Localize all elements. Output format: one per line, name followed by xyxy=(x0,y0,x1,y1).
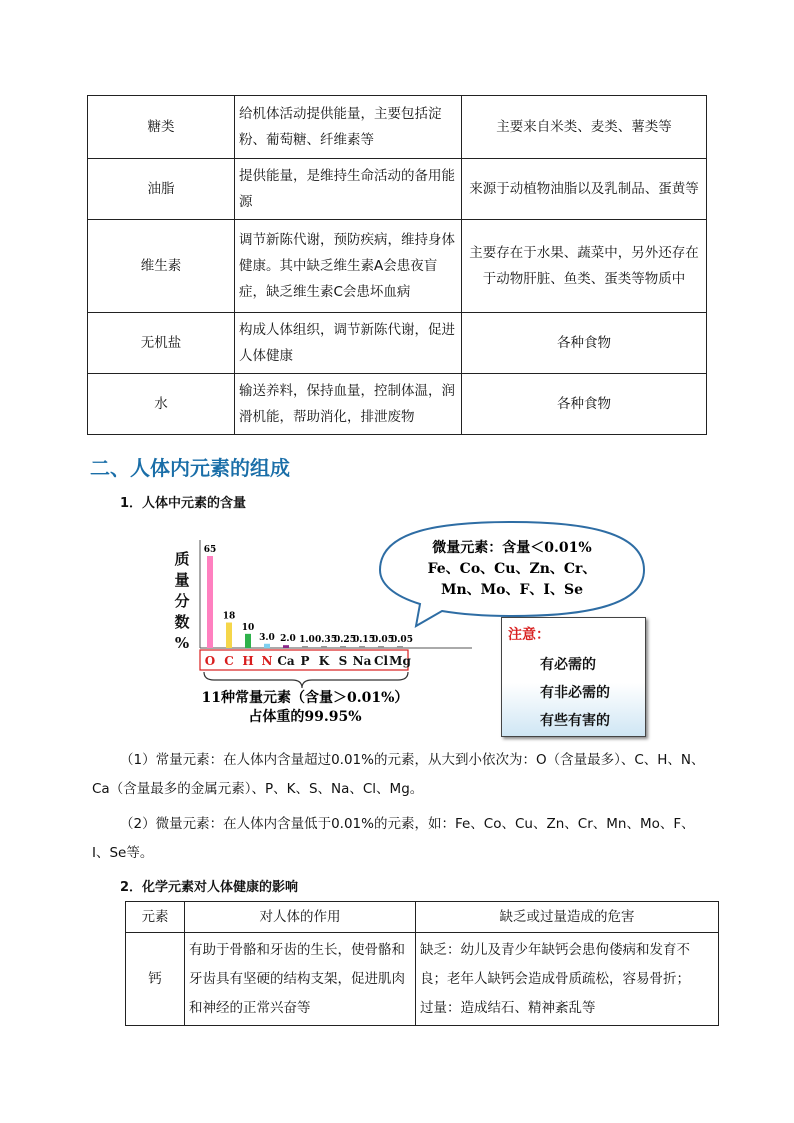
value-label-C: 18 xyxy=(222,611,236,622)
harm-deficiency: 缺乏：幼儿及青少年缺钙会患佝偻病和发育不良；老年人缺钙会造成骨质疏松，容易骨折； xyxy=(420,941,690,987)
value-label-K: 0.35 xyxy=(315,635,337,645)
category-label-C: C xyxy=(224,654,234,668)
category-label-P: P xyxy=(300,654,310,668)
nutrient-function: 输送养料，保持血量，控制体温，润滑机能，帮助消化，排泄废物 xyxy=(235,374,462,435)
column-header: 元素 xyxy=(126,902,185,933)
nutrient-name: 水 xyxy=(88,374,235,435)
note-title: 注意： xyxy=(508,627,550,643)
value-label-Mg: 0.05 xyxy=(391,635,413,645)
nutrient-source: 主要存在于水果、蔬菜中，另外还存在于动物肝脏、鱼类、蛋类等物质中 xyxy=(462,220,707,313)
category-label-Cl: Cl xyxy=(373,654,389,668)
nutrient-name: 维生素 xyxy=(88,220,235,313)
category-brace xyxy=(204,672,408,688)
value-label-N: 3.0 xyxy=(259,632,275,643)
bubble-line3: Mn、Mo、F、I、Se xyxy=(440,582,584,598)
paragraph-trace-elements: （2）微量元素：在人体内含量低于0.01%的元素，如：Fe、Co、Cu、Zn、Cr、Mn、Mo、F、I、Se等。 xyxy=(92,816,695,861)
nutrient-source: 来源于动植物油脂以及乳制品、蛋黄等 xyxy=(462,159,707,220)
nutrient-name: 糖类 xyxy=(88,96,235,159)
value-label-Na: 0.15 xyxy=(353,635,375,645)
table-row xyxy=(88,96,707,159)
value-label-Ca: 2.0 xyxy=(280,634,296,645)
nutrient-function: 提供能量，是维持生命活动的备用能源 xyxy=(235,159,462,220)
paragraph-macro-elements: （1）常量元素：在人体内含量超过0.01%的元素，从大到小依次为：O（含量最多）、C、H、N、Ca（含量最多的金属元素）、P、K、S、Na、Cl、Mg。 xyxy=(92,752,705,797)
nutrient-source: 各种食物 xyxy=(462,313,707,374)
category-label-Ca: Ca xyxy=(277,654,295,668)
nutrient-function: 调节新陈代谢，预防疾病，维持身体健康。其中缺乏维生素A会患夜盲症，缺乏维生素C会患坏血病 xyxy=(235,220,462,313)
note-line: 有些有害的 xyxy=(540,713,610,729)
column-header: 对人体的作用 xyxy=(185,902,416,933)
category-label-H: H xyxy=(242,654,254,668)
table-header-row xyxy=(126,902,719,933)
value-label-Cl: 0.05 xyxy=(372,635,394,645)
section-title: 二、人体内元素的组成 xyxy=(90,456,290,480)
element-name: 钙 xyxy=(126,933,185,1026)
note-line: 有必需的 xyxy=(540,657,596,673)
note-line: 有非必需的 xyxy=(540,685,610,701)
bar-P xyxy=(302,646,308,648)
category-label-Mg: Mg xyxy=(389,654,411,668)
bubble-line2: Fe、Co、Cu、Zn、Cr、 xyxy=(427,561,597,577)
bar-N xyxy=(264,644,270,648)
table-row xyxy=(88,313,707,374)
nutrient-source: 主要来自米类、麦类、薯类等 xyxy=(462,96,707,159)
value-label-O: 65 xyxy=(203,545,217,555)
bar-S xyxy=(340,646,346,648)
category-label-K: K xyxy=(318,654,330,668)
table-row xyxy=(88,159,707,220)
bar-Ca xyxy=(283,645,289,648)
table-row xyxy=(88,374,707,435)
bar-K xyxy=(321,646,327,648)
bar-O xyxy=(207,556,213,648)
trace-elements-bubble xyxy=(372,518,652,628)
value-label-P: 1.0 xyxy=(299,635,315,645)
y-axis-label: 质量分数% xyxy=(174,550,190,652)
subsection-title-effects: 2．化学元素对人体健康的影响 xyxy=(120,880,299,895)
note-box xyxy=(501,617,646,737)
chart-caption-line1: 11种常量元素（含量＞0.01%） xyxy=(201,690,409,706)
table-row xyxy=(88,220,707,313)
category-label-O: O xyxy=(204,654,216,668)
subsection-title-content: 1．人体中元素的含量 xyxy=(120,496,247,511)
element-harm xyxy=(416,933,719,1026)
nutrient-name: 油脂 xyxy=(88,159,235,220)
column-header: 缺乏或过量造成的危害 xyxy=(416,902,719,933)
bar-Cl xyxy=(378,646,384,648)
nutrient-function: 构成人体组织，调节新陈代谢，促进人体健康 xyxy=(235,313,462,374)
nutrient-name: 无机盐 xyxy=(88,313,235,374)
harm-excess: 过量：造成结石、精神紊乱等 xyxy=(420,999,596,1016)
category-label-N: N xyxy=(261,654,273,668)
category-label-Na: Na xyxy=(352,654,372,668)
category-label-S: S xyxy=(338,654,348,668)
nutrient-function: 给机体活动提供能量，主要包括淀粉、葡萄糖、纤维素等 xyxy=(235,96,462,159)
nutrient-source: 各种食物 xyxy=(462,374,707,435)
nutrients-table xyxy=(87,95,707,435)
table-row xyxy=(126,933,719,1026)
chart-caption-line2: 占体重的99.95% xyxy=(248,709,362,725)
value-label-H: 10 xyxy=(241,622,255,633)
bar-Na xyxy=(359,646,365,648)
bar-Mg xyxy=(397,646,403,648)
bar-H xyxy=(245,634,251,648)
element-effects-table xyxy=(125,901,719,1026)
element-effect: 有助于骨骼和牙齿的生长，使骨骼和牙齿具有坚硬的结构支架，促进肌肉和神经的正常兴奋等 xyxy=(185,933,416,1026)
bar-C xyxy=(226,623,232,648)
value-label-S: 0.25 xyxy=(334,635,356,645)
bubble-line1: 微量元素：含量＜0.01% xyxy=(432,540,592,556)
